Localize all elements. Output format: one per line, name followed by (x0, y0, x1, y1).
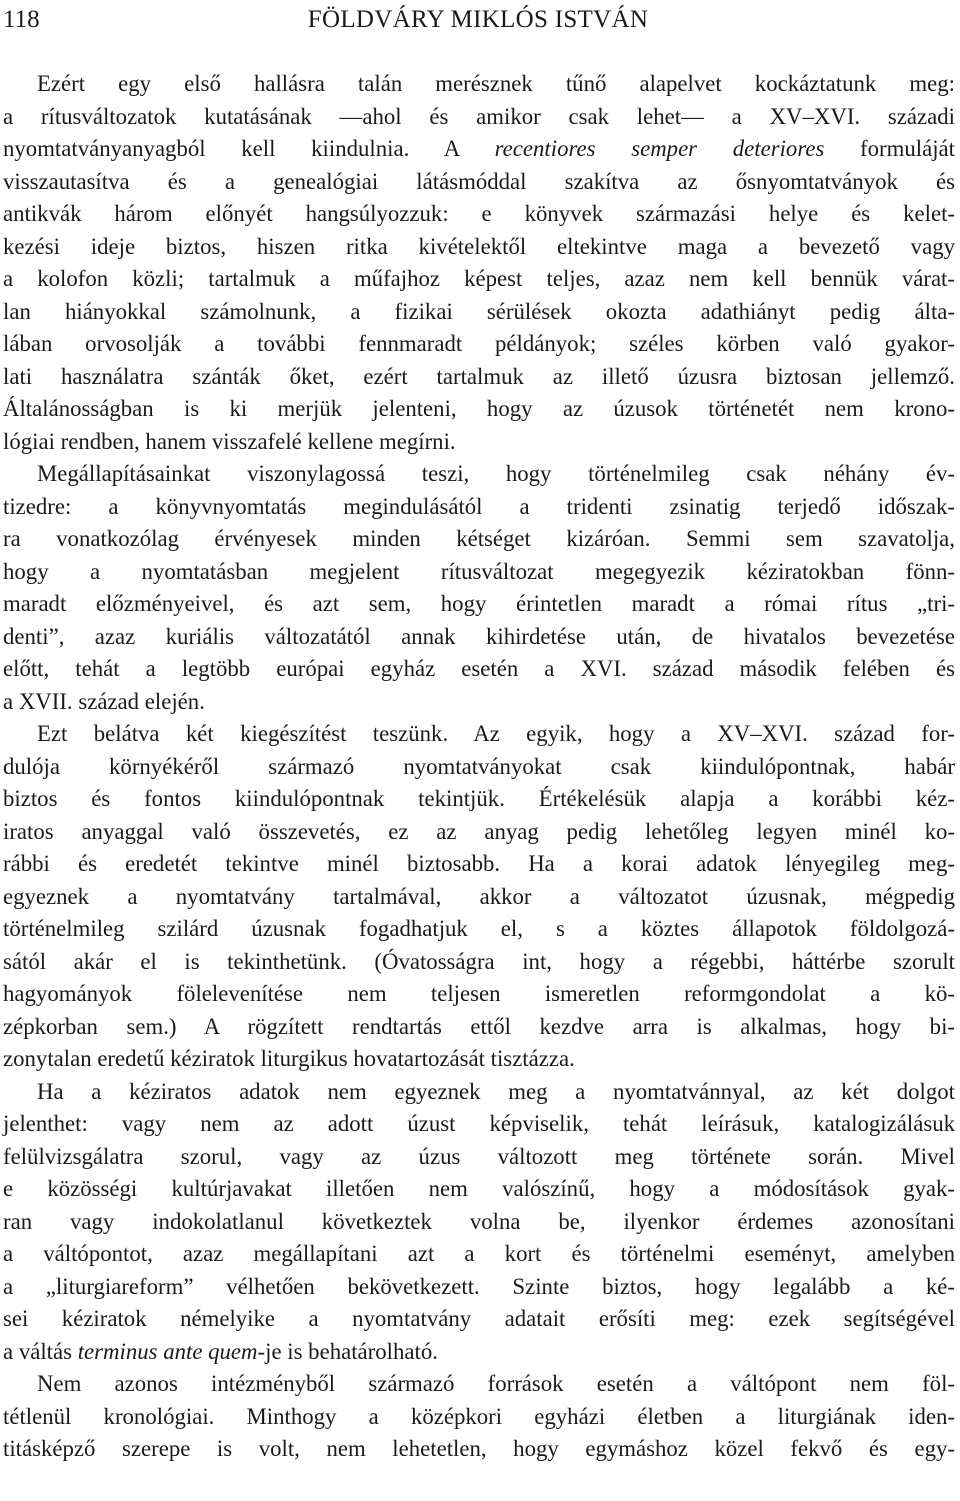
text-line: iratos anyaggal való összevetés, ez az anyag pedig lehetőleg legyen minél ko- (3, 818, 955, 844)
text-line: visszautasítva és a genealógiai látásmóddal szakítva az ősnyomtatványok és (3, 168, 955, 194)
page-number: 118 (3, 6, 40, 33)
text-line: dulója környékéről származó nyomtatványokat csak kiindulópontnak, habár (3, 753, 955, 779)
italic-term: terminus ante quem (77, 1338, 258, 1364)
text-line: előtt, tehát a legtöbb európai egyház esetén a XVI. század második felében és (3, 656, 955, 681)
text-line: lati használatra szánták őket, ezért tartalmuk az illető úzusra biztosan jellemző. (3, 363, 955, 389)
paragraph (3, 1076, 955, 1369)
text-line: Általánosságban is ki merjük jelenteni, hogy az úzusok történetét nem krono- (3, 396, 955, 421)
text-line: kezési ideje biztos, hiszen ritka kivételektől eltekintve maga a bevezető vagy (3, 233, 955, 259)
paragraph (3, 718, 955, 1076)
text-line: zépkorban sem.) A rögzített rendtartás ettől kezdve arra is alkalmas, hogy bi- (3, 1013, 955, 1039)
text-line: e közösségi kultúrjavakat illetően nem valószínű, hogy a módosítások gyak- (3, 1176, 955, 1201)
text-line: lógiai rendben, hanem visszafelé kellene megírni. (3, 428, 456, 454)
text-line: Nem azonos intézményből származó források esetén a váltópont nem föl- (37, 1371, 955, 1396)
text-line: tétlenül kronológiai. Minthogy a középkori egyházi életben a liturgiának iden- (3, 1403, 955, 1429)
text-line: jelenthet: vagy nem az adott úzust képviselik, tehát leírásuk, katalogizálásuk (3, 1111, 955, 1136)
text-line: rábbi és eredetét tekintve minél biztosabb. Ha a korai adatok lényegileg meg- (3, 851, 955, 876)
text-line: ra vonatkozólag érvényesek minden kétséget kizáróan. Semmi sem szavatolja, (3, 526, 955, 551)
text-run: a váltás (3, 1338, 78, 1364)
text-run: formuláját (824, 136, 955, 161)
paragraph (3, 458, 955, 718)
text-line: hagyományok fölelevenítése nem teljesen ismeretlen reformgondolat a kö- (3, 981, 955, 1006)
paragraph (3, 68, 955, 458)
text-line (3, 1336, 955, 1369)
paragraph (3, 1368, 955, 1466)
text-line: történelmileg szilárd úzusnak fogadhatjuk el, s a köztes állapotok földolgozá- (3, 916, 955, 941)
text-line: sától akár el is tekinthetünk. (Óvatosságra int, hogy a régebbi, háttérbe szorult (3, 948, 955, 974)
text-line: hogy a nyomtatásban megjelent rítusváltozat megegyezik kéziratokban fönn- (3, 558, 955, 584)
text-line: lan hiányokkal számolnunk, a fizikai sérülések okozta adathiányt pedig álta- (3, 298, 955, 324)
text-line: antikvák három előnyét hangsúlyozzuk: e könyvek származási helye és kelet- (3, 201, 955, 226)
text-line: denti”, azaz kuriális változatától annak kihirdetése után, de hivatalos bevezetése (3, 623, 955, 649)
running-title: FÖLDVÁRY MIKLÓS ISTVÁN (307, 6, 649, 33)
text-line: Ha a kéziratos adatok nem egyeznek meg a nyomtatvánnyal, az két dolgot (37, 1078, 955, 1104)
text-line: Megállapításainkat viszonylagossá teszi, hogy történelmileg csak néhány év- (37, 461, 955, 486)
text-line: maradt előzményeivel, és azt sem, hogy érintetlen maradt a római rítus „tri- (3, 591, 955, 616)
text-line: sei kéziratok némelyike a nyomtatvány adatait erősíti meg: ezek segítségével (3, 1306, 955, 1331)
text-line (3, 133, 955, 166)
text-line: a rítusváltozatok kutatásának —ahol és amikor csak lehet— a XV–XVI. századi (3, 103, 955, 129)
text-run: -je is behatárolható. (257, 1338, 438, 1364)
body-text (3, 68, 955, 1466)
running-head (3, 2, 953, 38)
italic-term: recentiores semper deteriores (494, 136, 825, 161)
text-line: Ezért egy első hallásra talán merésznek tűnő alapelvet kockáztatunk meg: (37, 71, 955, 96)
text-line: ran vagy indokolatlanul következtek volna be, ilyenkor érdemes azonosítani (3, 1208, 955, 1234)
text-run: nyomtatványanyagból kell kiindulnia. A (3, 136, 495, 161)
text-line: a váltópontot, azaz megállapítani azt a kort és történelmi eseményt, amelyben (3, 1241, 955, 1266)
text-line: felülvizsgálatra szorul, vagy az úzus változott meg története során. Mivel (3, 1143, 955, 1169)
text-line: lában orvosolják a további fennmaradt példányok; széles körben való gyakor- (3, 331, 955, 356)
text-line: Ezt belátva két kiegészítést teszünk. Az egyik, hogy a XV–XVI. század for- (37, 721, 955, 746)
text-line: a „liturgiareform” vélhetően bekövetkezett. Szinte biztos, hogy legalább a ké- (3, 1273, 955, 1299)
text-line: biztos és fontos kiindulópontnak tekintjük. Értékelésük alapja a korábbi kéz- (3, 786, 955, 811)
text-line: a kolofon közli; tartalmuk a műfajhoz képest teljes, azaz nem kell bennük várat- (3, 266, 955, 291)
text-line: a XVII. század elején. (3, 688, 205, 714)
text-line: egyeznek a nyomtatvány tartalmával, akkor a változatot úzusnak, mégpedig (3, 883, 955, 909)
text-line: tizedre: a könyvnyomtatás megindulásától a tridenti zsinatig terjedő időszak- (3, 493, 955, 519)
text-line: titásképző szerepe is volt, nem lehetetlen, hogy egymáshoz közel fekvő és egy- (3, 1436, 955, 1461)
text-line: zonytalan eredetű kéziratok liturgikus hovatartozását tisztázza. (3, 1046, 575, 1071)
